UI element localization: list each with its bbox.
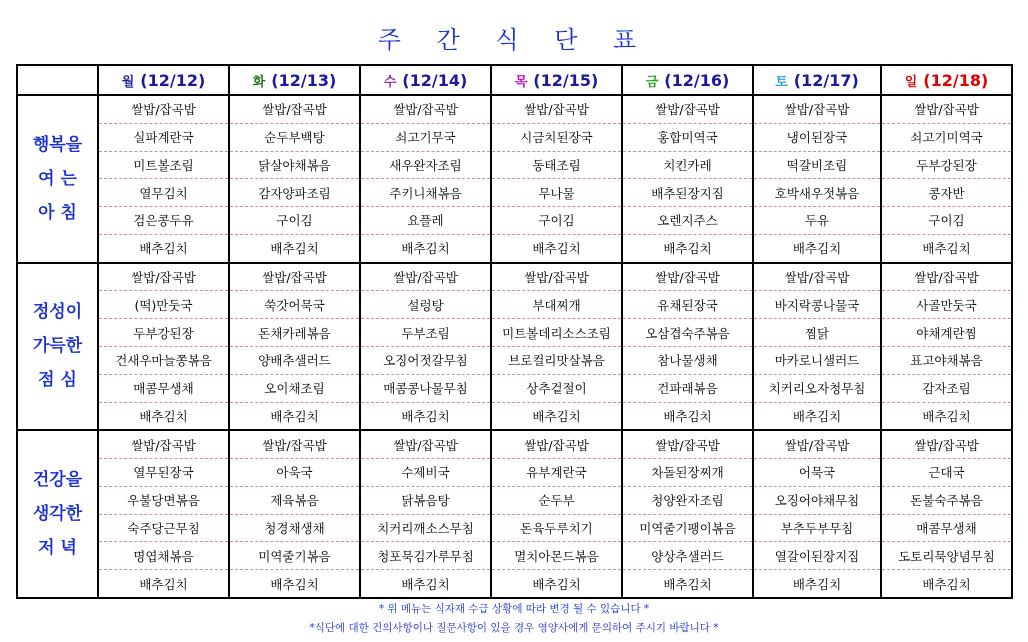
footer-note-1: * 위 메뉴는 식자재 수급 상황에 따라 변경 될 수 있습니다 * <box>378 603 650 615</box>
menu-item: 검은콩두유 <box>98 207 229 235</box>
menu-item: 쌀밥/잡곡밥 <box>622 263 753 291</box>
weekly-menu-table <box>16 64 1013 599</box>
menu-item: 바지락콩나물국 <box>753 291 881 319</box>
menu-item: 콩자반 <box>881 179 1012 207</box>
menu-item: 쌀밥/잡곡밥 <box>491 430 622 458</box>
day-date: (12/16) <box>664 70 730 90</box>
menu-item: 배추김치 <box>360 402 491 430</box>
menu-item: 제육볶음 <box>229 486 360 514</box>
menu-item: 떡갈비조림 <box>753 151 881 179</box>
page-title: 주 간 식 단 표 <box>377 26 651 54</box>
menu-item: 건새우마늘쫑볶음 <box>98 346 229 374</box>
menu-item: 배추된장지짐 <box>622 179 753 207</box>
menu-item: 쌀밥/잡곡밥 <box>881 263 1012 291</box>
menu-item: 쌀밥/잡곡밥 <box>753 263 881 291</box>
menu-item: 배추김치 <box>622 570 753 598</box>
menu-item: 미트볼조림 <box>98 151 229 179</box>
menu-item: 매콤무생채 <box>881 514 1012 542</box>
menu-item: 배추김치 <box>881 402 1012 430</box>
menu-item: 우불당면볶음 <box>98 486 229 514</box>
menu-row <box>17 291 1012 319</box>
menu-item: 청포묵김가루무침 <box>360 542 491 570</box>
menu-item: 무나물 <box>491 179 622 207</box>
menu-item: 쌀밥/잡곡밥 <box>491 95 622 123</box>
meal-label-2: 건강을 생각한 저 녁 <box>17 430 98 598</box>
menu-item: 차돌된장찌개 <box>622 459 753 487</box>
menu-item: 배추김치 <box>622 234 753 262</box>
day-date: (12/14) <box>402 70 468 90</box>
menu-item: 설렁탕 <box>360 291 491 319</box>
meal-label-1: 정성이 가득한 점 심 <box>17 263 98 431</box>
menu-row <box>17 234 1012 262</box>
menu-item: 참나물생채 <box>622 346 753 374</box>
menu-row <box>17 514 1012 542</box>
menu-item: 오렌지주스 <box>622 207 753 235</box>
menu-item: 오삼겹숙주볶음 <box>622 319 753 347</box>
corner-cell <box>17 65 98 95</box>
menu-item: 돈채카레볶음 <box>229 319 360 347</box>
menu-item: 순두부백탕 <box>229 123 360 151</box>
menu-row <box>17 151 1012 179</box>
menu-item: 쌀밥/잡곡밥 <box>881 430 1012 458</box>
menu-item: 홍합미역국 <box>622 123 753 151</box>
menu-item: 어묵국 <box>753 459 881 487</box>
menu-item: 미역줄기팽이볶음 <box>622 514 753 542</box>
menu-item: 유채된장국 <box>622 291 753 319</box>
day-date: (12/18) <box>923 70 989 90</box>
menu-item: 호박새우젓볶음 <box>753 179 881 207</box>
menu-item: 미트볼데리소스조림 <box>491 319 622 347</box>
menu-item: 감자양파조림 <box>229 179 360 207</box>
menu-item: 배추김치 <box>98 234 229 262</box>
menu-item: 수제비국 <box>360 459 491 487</box>
menu-item: 동태조림 <box>491 151 622 179</box>
day-icon: 수 <box>383 74 397 90</box>
menu-item: 열무김치 <box>98 179 229 207</box>
menu-item: 야채계란찜 <box>881 319 1012 347</box>
menu-item: 아욱국 <box>229 459 360 487</box>
menu-item: 배추김치 <box>229 234 360 262</box>
menu-item: 배추김치 <box>753 570 881 598</box>
menu-item: 건파래볶음 <box>622 374 753 402</box>
menu-item: 돈육두루치기 <box>491 514 622 542</box>
day-header-4 <box>622 65 753 95</box>
menu-item: 매콤무생채 <box>98 374 229 402</box>
menu-item: 닭살야채볶음 <box>229 151 360 179</box>
menu-item: 배추김치 <box>360 234 491 262</box>
menu-item: 명엽채볶음 <box>98 542 229 570</box>
menu-item: (떡)만둣국 <box>98 291 229 319</box>
menu-row <box>17 542 1012 570</box>
menu-item: 시금치된장국 <box>491 123 622 151</box>
menu-item: 배추김치 <box>229 402 360 430</box>
day-header-5 <box>753 65 881 95</box>
menu-item: 배추김치 <box>881 570 1012 598</box>
day-icon: 금 <box>645 74 659 90</box>
menu-item: 두부강된장 <box>881 151 1012 179</box>
menu-item: 쌀밥/잡곡밥 <box>881 95 1012 123</box>
menu-item: 치킨카레 <box>622 151 753 179</box>
menu-item: 순두부 <box>491 486 622 514</box>
menu-item: 오이채조림 <box>229 374 360 402</box>
menu-item: 구이김 <box>881 207 1012 235</box>
menu-item: 구이김 <box>229 207 360 235</box>
day-header-6 <box>881 65 1012 95</box>
menu-item: 쌀밥/잡곡밥 <box>753 430 881 458</box>
menu-item: 브로컬리맛살볶음 <box>491 346 622 374</box>
day-header-2 <box>360 65 491 95</box>
menu-item: 닭볶음탕 <box>360 486 491 514</box>
day-icon: 목 <box>514 74 528 90</box>
menu-item: 청경채생채 <box>229 514 360 542</box>
menu-item: 미역줄기볶음 <box>229 542 360 570</box>
meal-label-0: 행복을 여 는 아 침 <box>17 95 98 263</box>
menu-item: 열무된장국 <box>98 459 229 487</box>
menu-item: 배추김치 <box>491 402 622 430</box>
menu-row <box>17 346 1012 374</box>
menu-item: 두부조림 <box>360 319 491 347</box>
day-icon: 토 <box>775 74 788 90</box>
menu-item: 쌀밥/잡곡밥 <box>98 263 229 291</box>
menu-item: 구이김 <box>491 207 622 235</box>
menu-item: 배추김치 <box>98 570 229 598</box>
menu-item: 배추김치 <box>229 570 360 598</box>
menu-item: 오징어젓갈무침 <box>360 346 491 374</box>
menu-item: 마카로니샐러드 <box>753 346 881 374</box>
menu-item: 요플레 <box>360 207 491 235</box>
menu-row <box>17 430 1012 458</box>
menu-item: 주키니채볶음 <box>360 179 491 207</box>
menu-item: 돈불숙주볶음 <box>881 486 1012 514</box>
menu-item: 쌀밥/잡곡밥 <box>229 430 360 458</box>
footer-note-2: *식단에 대한 건의사항이나 질문사항이 있을 경우 영양사에게 문의하여 주시기 바랍니다 * <box>309 622 719 634</box>
menu-item: 쌀밥/잡곡밥 <box>98 95 229 123</box>
menu-item: 상추겉절이 <box>491 374 622 402</box>
menu-item: 찜닭 <box>753 319 881 347</box>
day-header-1 <box>229 65 360 95</box>
menu-item: 치커리깨소스무침 <box>360 514 491 542</box>
menu-item: 쇠고기미역국 <box>881 123 1012 151</box>
menu-item: 쌀밥/잡곡밥 <box>360 95 491 123</box>
menu-item: 매콤콩나물무침 <box>360 374 491 402</box>
menu-row <box>17 207 1012 235</box>
day-header-3 <box>491 65 622 95</box>
menu-item: 쌀밥/잡곡밥 <box>622 430 753 458</box>
menu-row <box>17 95 1012 123</box>
menu-item: 두유 <box>753 207 881 235</box>
menu-item: 양배추샐러드 <box>229 346 360 374</box>
menu-item: 쌀밥/잡곡밥 <box>491 263 622 291</box>
day-icon: 월 <box>121 74 135 90</box>
day-date: (12/12) <box>140 70 206 90</box>
menu-item: 냉이된장국 <box>753 123 881 151</box>
menu-item: 쌀밥/잡곡밥 <box>229 95 360 123</box>
menu-item: 멸치아몬드볶음 <box>491 542 622 570</box>
day-date: (12/17) <box>793 70 859 90</box>
menu-item: 쌀밥/잡곡밥 <box>98 430 229 458</box>
menu-item: 표고야채볶음 <box>881 346 1012 374</box>
menu-row <box>17 263 1012 291</box>
menu-item: 쑥갓어묵국 <box>229 291 360 319</box>
menu-item: 쌀밥/잡곡밥 <box>360 263 491 291</box>
menu-row <box>17 402 1012 430</box>
menu-item: 도토리묵양념무침 <box>881 542 1012 570</box>
day-icon: 일 <box>904 74 918 90</box>
menu-item: 배추김치 <box>98 402 229 430</box>
menu-item: 청양완자조림 <box>622 486 753 514</box>
menu-row <box>17 486 1012 514</box>
day-header-0 <box>98 65 229 95</box>
menu-row <box>17 179 1012 207</box>
menu-item: 부대찌개 <box>491 291 622 319</box>
menu-item: 새우완자조림 <box>360 151 491 179</box>
menu-item: 배추김치 <box>622 402 753 430</box>
menu-item: 사골만둣국 <box>881 291 1012 319</box>
menu-row <box>17 374 1012 402</box>
menu-row <box>17 319 1012 347</box>
menu-item: 배추김치 <box>881 234 1012 262</box>
menu-item: 감자조림 <box>881 374 1012 402</box>
menu-item: 쇠고기무국 <box>360 123 491 151</box>
day-icon: 화 <box>252 74 266 90</box>
day-date: (12/15) <box>533 70 599 90</box>
menu-item: 오징어야채무침 <box>753 486 881 514</box>
menu-item: 부추두부무침 <box>753 514 881 542</box>
menu-row <box>17 123 1012 151</box>
menu-item: 치커리오자청무침 <box>753 374 881 402</box>
menu-item: 배추김치 <box>753 234 881 262</box>
menu-item: 실파계란국 <box>98 123 229 151</box>
menu-item: 열갈이된장지짐 <box>753 542 881 570</box>
menu-item: 배추김치 <box>491 234 622 262</box>
menu-item: 쌀밥/잡곡밥 <box>360 430 491 458</box>
menu-item: 쌀밥/잡곡밥 <box>622 95 753 123</box>
menu-item: 배추김치 <box>753 402 881 430</box>
menu-item: 배추김치 <box>360 570 491 598</box>
menu-item: 숙주당근무침 <box>98 514 229 542</box>
menu-item: 양상추샐러드 <box>622 542 753 570</box>
menu-item: 근대국 <box>881 459 1012 487</box>
menu-item: 유부계란국 <box>491 459 622 487</box>
menu-row <box>17 570 1012 598</box>
day-date: (12/13) <box>271 70 337 90</box>
menu-item: 배추김치 <box>491 570 622 598</box>
menu-row <box>17 459 1012 487</box>
menu-item: 두부강된장 <box>98 319 229 347</box>
menu-item: 쌀밥/잡곡밥 <box>753 95 881 123</box>
menu-item: 쌀밥/잡곡밥 <box>229 263 360 291</box>
day-header-row <box>17 65 1012 95</box>
